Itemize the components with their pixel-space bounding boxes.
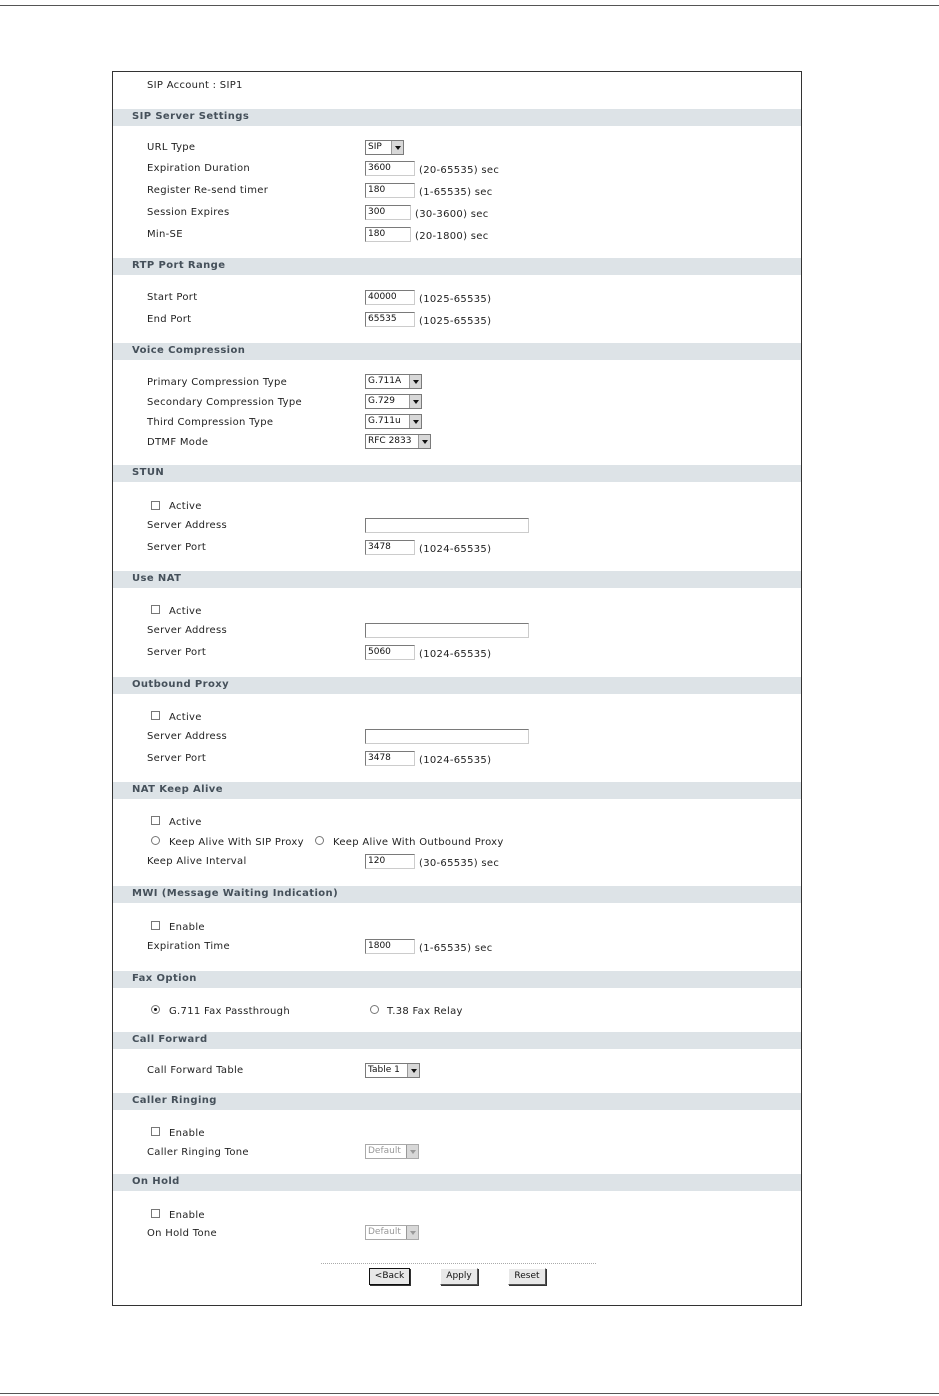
start-port-hint: (1025-65535) bbox=[419, 294, 492, 305]
proxy-active-checkbox[interactable] bbox=[151, 711, 160, 720]
on-hold-tone-label: On Hold Tone bbox=[147, 1228, 217, 1239]
proxy-server-port-hint: (1024-65535) bbox=[419, 755, 492, 766]
back-button[interactable]: <Back bbox=[369, 1268, 410, 1285]
section-title: MWI (Message Waiting Indication) bbox=[132, 888, 339, 899]
mwi-enable-checkbox[interactable] bbox=[151, 921, 160, 930]
session-expires-input[interactable]: 300 bbox=[365, 205, 411, 220]
end-port-hint: (1025-65535) bbox=[419, 316, 492, 327]
select-value: RFC 2833 bbox=[368, 436, 412, 446]
stun-server-address-input[interactable] bbox=[365, 518, 529, 533]
mwi-enable-label: Enable bbox=[169, 922, 205, 933]
select-value: Default bbox=[368, 1227, 401, 1237]
section-voice-compression bbox=[113, 343, 801, 360]
apply-button[interactable]: Apply bbox=[440, 1268, 478, 1285]
section-title: Fax Option bbox=[132, 973, 197, 984]
section-mwi bbox=[113, 886, 801, 903]
section-rtp bbox=[113, 258, 801, 275]
keepalive-sip-proxy-radio[interactable] bbox=[151, 836, 160, 845]
section-title: Call Forward bbox=[132, 1034, 208, 1045]
mwi-expiration-label: Expiration Time bbox=[147, 941, 230, 952]
register-resend-label: Register Re-send timer bbox=[147, 185, 269, 196]
section-caller-ringing bbox=[113, 1093, 801, 1110]
select-value: G.711A bbox=[368, 376, 402, 386]
proxy-server-address-label: Server Address bbox=[147, 731, 227, 742]
account-label: SIP Account : SIP1 bbox=[147, 80, 243, 91]
on-hold-enable-label: Enable bbox=[169, 1210, 205, 1221]
chevron-down-icon bbox=[407, 1064, 419, 1077]
caller-ringing-enable-checkbox[interactable] bbox=[151, 1127, 160, 1136]
primary-compression-label: Primary Compression Type bbox=[147, 377, 288, 388]
proxy-active-label: Active bbox=[169, 712, 202, 723]
secondary-compression-label: Secondary Compression Type bbox=[147, 397, 302, 408]
section-use-nat bbox=[113, 571, 801, 588]
keepalive-outbound-proxy-radio[interactable] bbox=[315, 836, 324, 845]
mwi-expiration-input[interactable]: 1800 bbox=[365, 939, 415, 954]
register-resend-input[interactable]: 180 bbox=[365, 183, 415, 198]
section-title: Use NAT bbox=[132, 573, 182, 584]
third-compression-label: Third Compression Type bbox=[147, 417, 274, 428]
section-title: RTP Port Range bbox=[132, 260, 226, 271]
call-forward-table-label: Call Forward Table bbox=[147, 1065, 244, 1076]
on-hold-enable-checkbox[interactable] bbox=[151, 1209, 160, 1218]
min-se-hint: (20-1800) sec bbox=[415, 231, 489, 242]
fax-passthrough-label: G.711 Fax Passthrough bbox=[169, 1006, 290, 1017]
stun-server-port-input[interactable]: 3478 bbox=[365, 540, 415, 555]
expiration-duration-label: Expiration Duration bbox=[147, 163, 251, 174]
nat-server-port-label: Server Port bbox=[147, 647, 207, 658]
primary-compression-select[interactable] bbox=[365, 374, 422, 389]
reset-button[interactable]: Reset bbox=[508, 1268, 546, 1285]
section-call-forward bbox=[113, 1032, 801, 1049]
stun-active-label: Active bbox=[169, 501, 202, 512]
third-compression-select[interactable] bbox=[365, 414, 422, 429]
session-expires-label: Session Expires bbox=[147, 207, 230, 218]
select-value: Default bbox=[368, 1146, 401, 1156]
fax-relay-radio[interactable] bbox=[370, 1005, 379, 1014]
chevron-down-icon bbox=[406, 1226, 418, 1239]
chevron-down-icon bbox=[409, 375, 421, 388]
fax-relay-label: T.38 Fax Relay bbox=[387, 1006, 463, 1017]
nat-server-address-input[interactable] bbox=[365, 623, 529, 638]
sip-settings-panel bbox=[112, 71, 802, 1306]
end-port-input[interactable]: 65535 bbox=[365, 312, 415, 327]
keepalive-interval-hint: (30-65535) sec bbox=[419, 858, 500, 869]
nat-active-label: Active bbox=[169, 606, 202, 617]
page-top-rule bbox=[0, 5, 939, 6]
chevron-down-icon bbox=[418, 435, 430, 448]
section-sip-server bbox=[113, 109, 801, 126]
proxy-server-address-input[interactable] bbox=[365, 729, 529, 744]
dtmf-mode-label: DTMF Mode bbox=[147, 437, 209, 448]
mwi-expiration-hint: (1-65535) sec bbox=[419, 943, 493, 954]
section-title: On Hold bbox=[132, 1176, 180, 1187]
section-title: Caller Ringing bbox=[132, 1095, 217, 1106]
call-forward-table-select[interactable] bbox=[365, 1063, 420, 1078]
stun-active-checkbox[interactable] bbox=[151, 501, 160, 510]
dtmf-mode-select[interactable] bbox=[365, 434, 431, 449]
min-se-label: Min-SE bbox=[147, 229, 183, 240]
nat-server-port-input[interactable]: 5060 bbox=[365, 645, 415, 660]
select-value: G.729 bbox=[368, 396, 396, 406]
chevron-down-icon bbox=[406, 1145, 418, 1158]
start-port-label: Start Port bbox=[147, 292, 198, 303]
section-fax-option bbox=[113, 971, 801, 988]
select-value: G.711u bbox=[368, 416, 401, 426]
keepalive-interval-label: Keep Alive Interval bbox=[147, 856, 247, 867]
nat-active-checkbox[interactable] bbox=[151, 605, 160, 614]
min-se-input[interactable]: 180 bbox=[365, 227, 411, 242]
keepalive-outbound-proxy-label: Keep Alive With Outbound Proxy bbox=[333, 837, 504, 848]
select-value: Table 1 bbox=[368, 1065, 400, 1075]
caller-ringing-tone-label: Caller Ringing Tone bbox=[147, 1147, 249, 1158]
nat-server-address-label: Server Address bbox=[147, 625, 227, 636]
page-bottom-rule bbox=[0, 1393, 939, 1394]
proxy-server-port-input[interactable]: 3478 bbox=[365, 751, 415, 766]
secondary-compression-select[interactable] bbox=[365, 394, 422, 409]
url-type-label: URL Type bbox=[147, 142, 196, 153]
expiration-duration-input[interactable]: 3600 bbox=[365, 161, 415, 176]
fax-passthrough-radio[interactable] bbox=[151, 1005, 160, 1014]
start-port-input[interactable]: 40000 bbox=[365, 290, 415, 305]
keepalive-active-label: Active bbox=[169, 817, 202, 828]
section-title: SIP Server Settings bbox=[132, 111, 250, 122]
stun-server-port-hint: (1024-65535) bbox=[419, 544, 492, 555]
chevron-down-icon bbox=[409, 415, 421, 428]
session-expires-hint: (30-3600) sec bbox=[415, 209, 489, 220]
chevron-down-icon bbox=[409, 395, 421, 408]
caller-ringing-tone-select[interactable] bbox=[365, 1144, 419, 1159]
url-type-select[interactable] bbox=[365, 140, 404, 155]
section-outbound-proxy bbox=[113, 677, 801, 694]
on-hold-tone-select[interactable] bbox=[365, 1225, 419, 1240]
section-title: NAT Keep Alive bbox=[132, 784, 223, 795]
section-title: Voice Compression bbox=[132, 345, 246, 356]
caller-ringing-enable-label: Enable bbox=[169, 1128, 205, 1139]
chevron-down-icon bbox=[391, 141, 403, 154]
section-stun bbox=[113, 465, 801, 482]
section-nat-keep-alive bbox=[113, 782, 801, 799]
keepalive-active-checkbox[interactable] bbox=[151, 816, 160, 825]
stun-server-port-label: Server Port bbox=[147, 542, 207, 553]
nat-server-port-hint: (1024-65535) bbox=[419, 649, 492, 660]
keepalive-interval-input[interactable]: 120 bbox=[365, 854, 415, 869]
keepalive-sip-proxy-label: Keep Alive With SIP Proxy bbox=[169, 837, 304, 848]
expiration-duration-hint: (20-65535) sec bbox=[419, 165, 500, 176]
register-resend-hint: (1-65535) sec bbox=[419, 187, 493, 198]
button-divider bbox=[321, 1263, 596, 1264]
section-title: STUN bbox=[132, 467, 165, 478]
section-on-hold bbox=[113, 1174, 801, 1191]
section-title: Outbound Proxy bbox=[132, 679, 230, 690]
stun-server-address-label: Server Address bbox=[147, 520, 227, 531]
select-value: SIP bbox=[368, 142, 382, 152]
end-port-label: End Port bbox=[147, 314, 192, 325]
proxy-server-port-label: Server Port bbox=[147, 753, 207, 764]
